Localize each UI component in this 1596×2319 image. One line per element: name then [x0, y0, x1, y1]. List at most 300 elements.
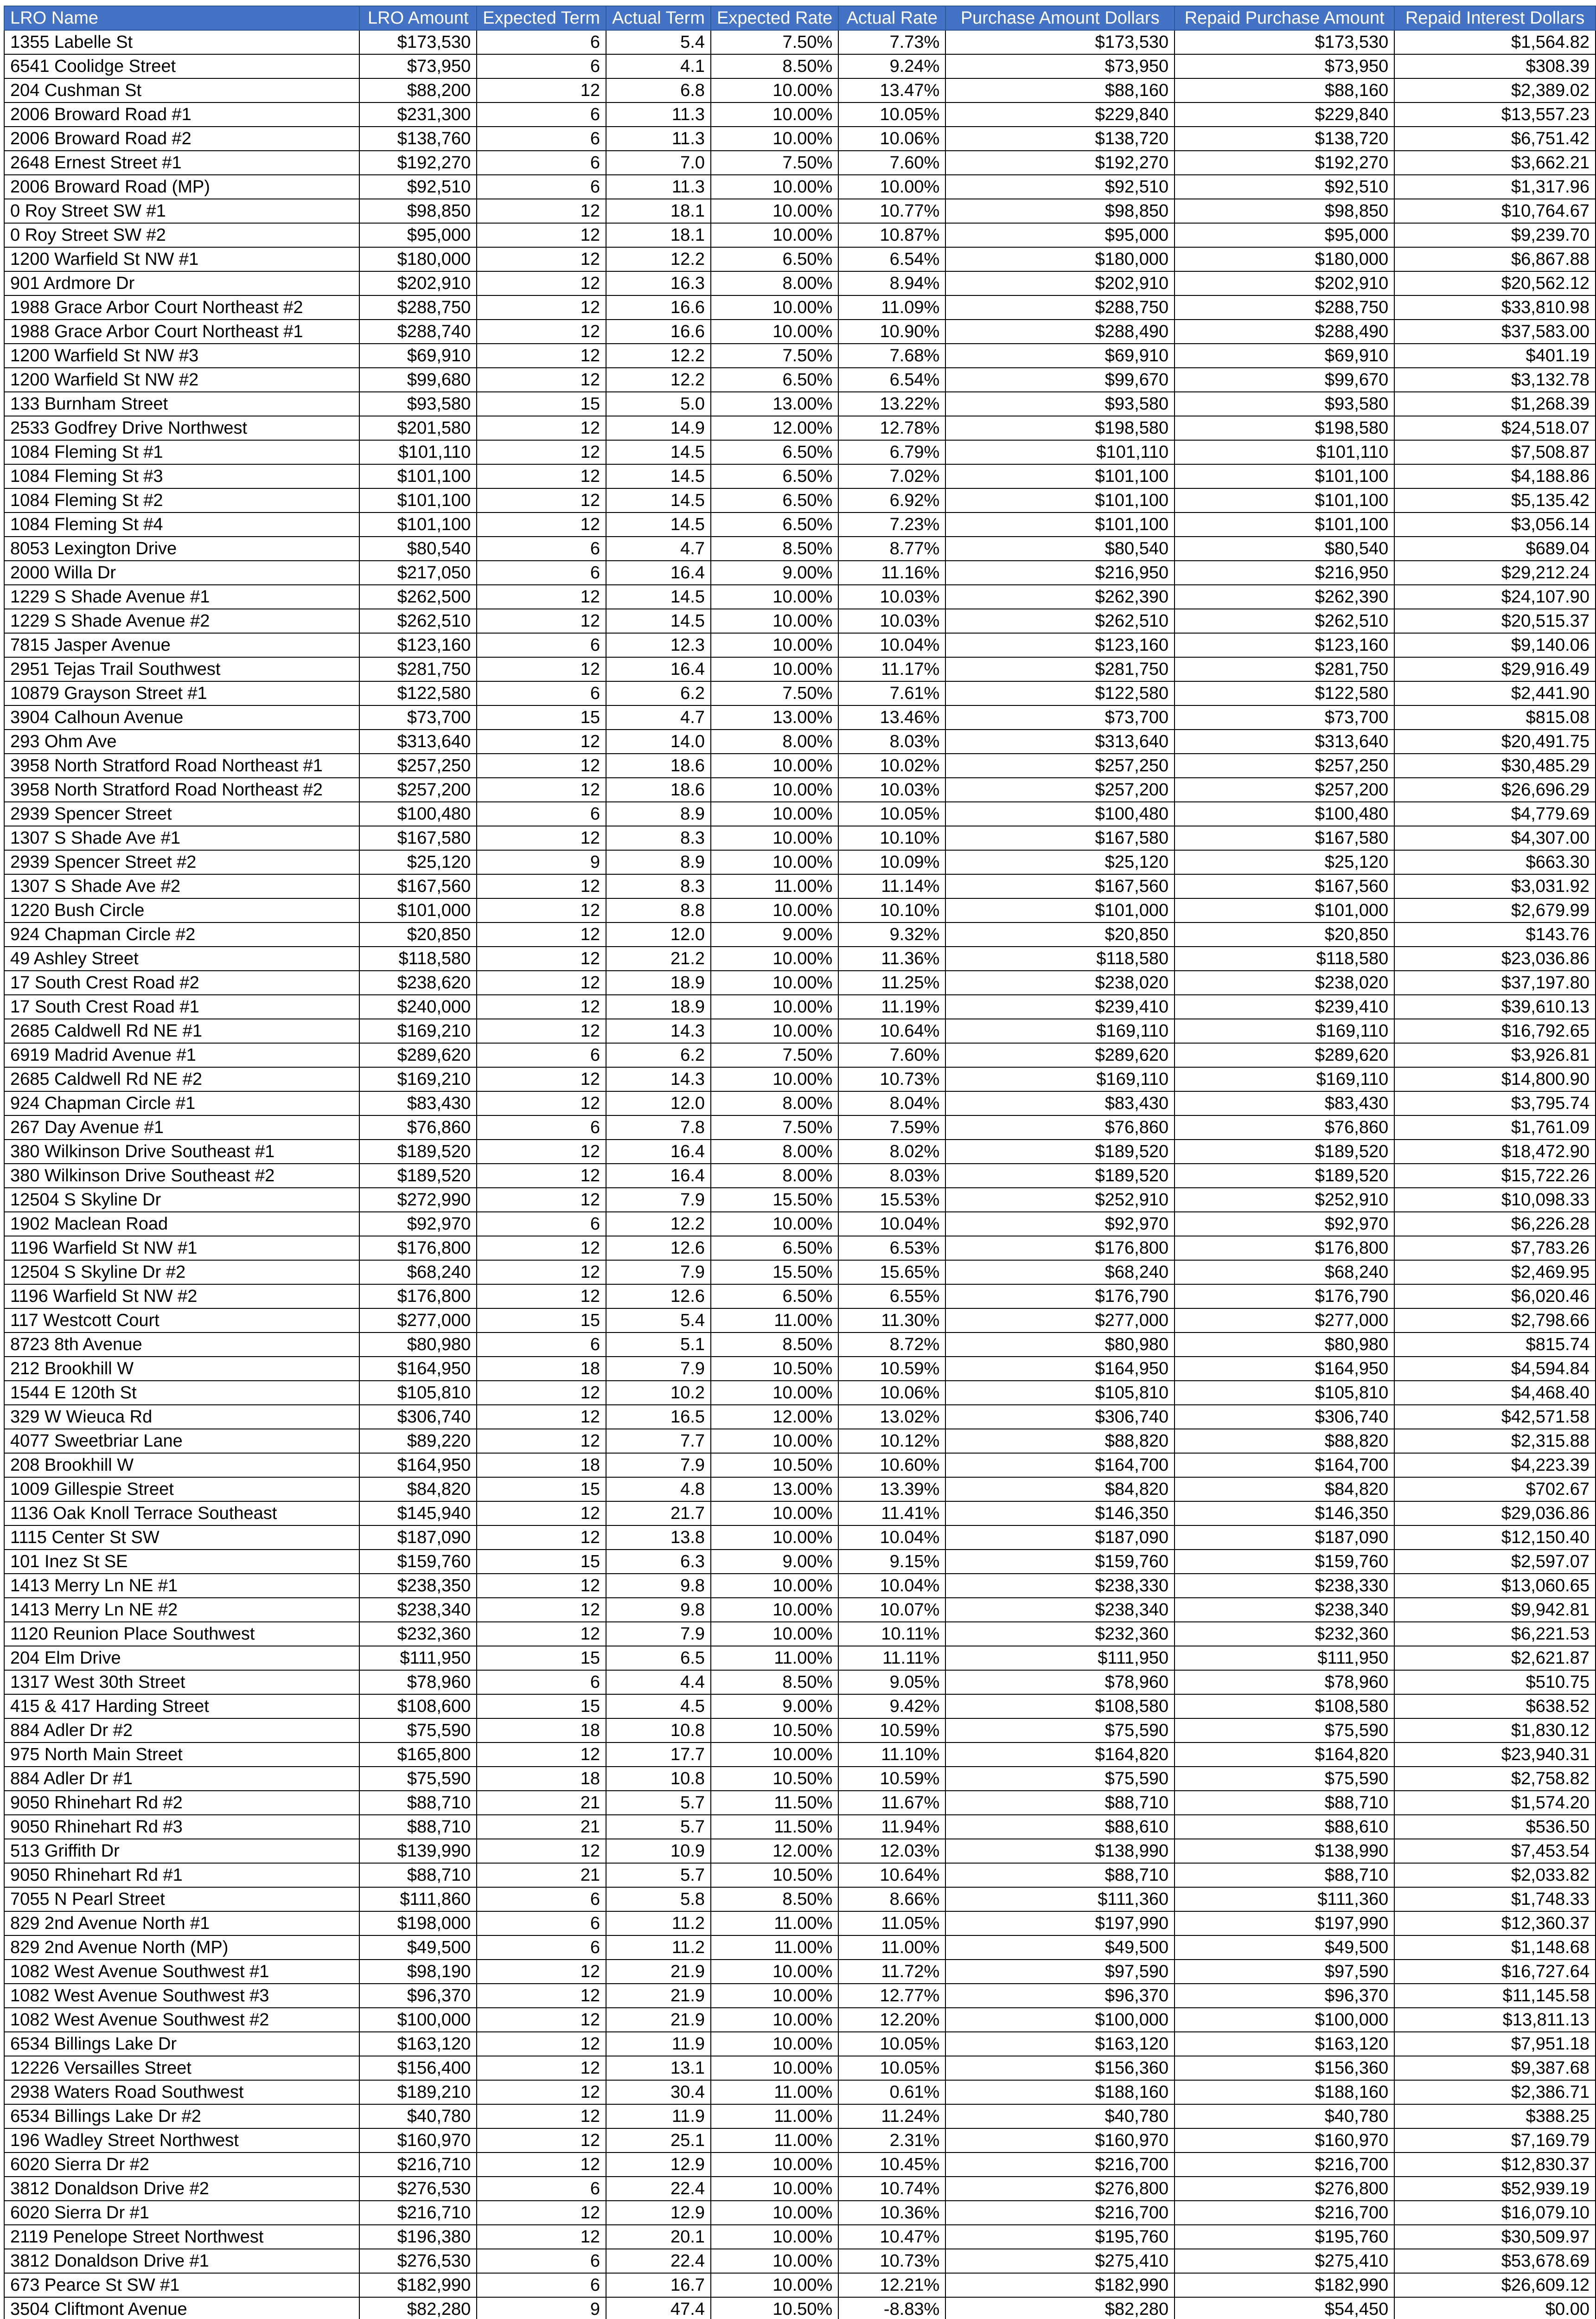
cell-actual-term[interactable]: 12.0	[606, 1091, 711, 1115]
cell-actual-term[interactable]: 14.0	[606, 730, 711, 754]
cell-expected-rate[interactable]: 13.00%	[711, 705, 838, 730]
cell-repaid-purchase-amount[interactable]: $216,950	[1175, 561, 1394, 585]
cell-actual-rate[interactable]: 9.15%	[838, 1550, 945, 1574]
cell-purchase-amount-dollars[interactable]: $229,840	[945, 102, 1175, 127]
cell-purchase-amount-dollars[interactable]: $232,360	[945, 1622, 1175, 1646]
cell-expected-term[interactable]: 6	[477, 102, 606, 127]
cell-lro-name[interactable]: 6919 Madrid Avenue #1	[4, 1043, 359, 1067]
cell-expected-term[interactable]: 12	[477, 1501, 606, 1525]
cell-actual-term[interactable]: 12.3	[606, 633, 711, 657]
cell-lro-name[interactable]: 133 Burnham Street	[4, 392, 359, 416]
cell-expected-rate[interactable]: 11.00%	[711, 2104, 838, 2128]
cell-actual-term[interactable]: 25.1	[606, 2128, 711, 2152]
cell-expected-rate[interactable]: 10.00%	[711, 295, 838, 320]
cell-repaid-purchase-amount[interactable]: $164,820	[1175, 1742, 1394, 1767]
cell-actual-term[interactable]: 7.9	[606, 1622, 711, 1646]
cell-repaid-purchase-amount[interactable]: $289,620	[1175, 1043, 1394, 1067]
cell-repaid-interest-dollars[interactable]: $33,810.98	[1394, 295, 1596, 320]
cell-lro-amount[interactable]: $80,540	[359, 537, 477, 561]
cell-expected-term[interactable]: 6	[477, 633, 606, 657]
cell-actual-term[interactable]: 13.8	[606, 1525, 711, 1550]
cell-repaid-interest-dollars[interactable]: $10,764.67	[1394, 199, 1596, 223]
cell-purchase-amount-dollars[interactable]: $80,540	[945, 537, 1175, 561]
cell-expected-rate[interactable]: 10.00%	[711, 1429, 838, 1453]
cell-actual-term[interactable]: 21.9	[606, 1984, 711, 2008]
cell-purchase-amount-dollars[interactable]: $88,610	[945, 1815, 1175, 1839]
cell-repaid-interest-dollars[interactable]: $4,594.84	[1394, 1357, 1596, 1381]
cell-repaid-interest-dollars[interactable]: $510.75	[1394, 1670, 1596, 1694]
cell-actual-term[interactable]: 10.8	[606, 1767, 711, 1791]
cell-actual-rate[interactable]: 10.05%	[838, 802, 945, 826]
cell-expected-rate[interactable]: 10.00%	[711, 199, 838, 223]
cell-expected-rate[interactable]: 10.00%	[711, 1984, 838, 2008]
cell-expected-term[interactable]: 12	[477, 440, 606, 464]
cell-actual-term[interactable]: 8.8	[606, 898, 711, 922]
cell-repaid-purchase-amount[interactable]: $111,360	[1175, 1887, 1394, 1911]
cell-expected-rate[interactable]: 6.50%	[711, 1284, 838, 1308]
cell-actual-term[interactable]: 8.9	[606, 802, 711, 826]
cell-repaid-purchase-amount[interactable]: $69,910	[1175, 344, 1394, 368]
cell-expected-rate[interactable]: 10.00%	[711, 1598, 838, 1622]
cell-actual-rate[interactable]: 10.06%	[838, 127, 945, 151]
cell-actual-rate[interactable]: 8.03%	[838, 1164, 945, 1188]
cell-lro-amount[interactable]: $176,800	[359, 1236, 477, 1260]
cell-repaid-interest-dollars[interactable]: $20,491.75	[1394, 730, 1596, 754]
cell-repaid-interest-dollars[interactable]: $23,940.31	[1394, 1742, 1596, 1767]
cell-actual-rate[interactable]: 10.05%	[838, 2056, 945, 2080]
cell-expected-term[interactable]: 21	[477, 1791, 606, 1815]
cell-lro-name[interactable]: 1082 West Avenue Southwest #3	[4, 1984, 359, 2008]
cell-expected-term[interactable]: 12	[477, 874, 606, 898]
cell-lro-name[interactable]: 8723 8th Avenue	[4, 1332, 359, 1357]
cell-expected-rate[interactable]: 6.50%	[711, 368, 838, 392]
cell-repaid-purchase-amount[interactable]: $238,330	[1175, 1574, 1394, 1598]
cell-lro-amount[interactable]: $40,780	[359, 2104, 477, 2128]
cell-lro-name[interactable]: 380 Wilkinson Drive Southeast #1	[4, 1140, 359, 1164]
cell-actual-term[interactable]: 10.9	[606, 1839, 711, 1863]
cell-lro-name[interactable]: 2685 Caldwell Rd NE #2	[4, 1067, 359, 1091]
cell-expected-rate[interactable]: 7.50%	[711, 30, 838, 54]
cell-repaid-interest-dollars[interactable]: $1,574.20	[1394, 1791, 1596, 1815]
cell-actual-term[interactable]: 30.4	[606, 2080, 711, 2104]
cell-repaid-interest-dollars[interactable]: $24,107.90	[1394, 585, 1596, 609]
cell-repaid-purchase-amount[interactable]: $169,110	[1175, 1067, 1394, 1091]
cell-lro-amount[interactable]: $82,280	[359, 2297, 477, 2319]
cell-purchase-amount-dollars[interactable]: $75,590	[945, 1718, 1175, 1742]
cell-repaid-purchase-amount[interactable]: $180,000	[1175, 247, 1394, 271]
cell-repaid-purchase-amount[interactable]: $164,950	[1175, 1357, 1394, 1381]
cell-expected-rate[interactable]: 10.00%	[711, 175, 838, 199]
cell-actual-term[interactable]: 7.9	[606, 1357, 711, 1381]
cell-repaid-purchase-amount[interactable]: $313,640	[1175, 730, 1394, 754]
cell-repaid-interest-dollars[interactable]: $12,150.40	[1394, 1525, 1596, 1550]
cell-lro-amount[interactable]: $198,000	[359, 1911, 477, 1935]
cell-expected-term[interactable]: 12	[477, 2201, 606, 2225]
cell-repaid-purchase-amount[interactable]: $100,480	[1175, 802, 1394, 826]
cell-repaid-interest-dollars[interactable]: $24,518.07	[1394, 416, 1596, 440]
cell-lro-amount[interactable]: $202,910	[359, 271, 477, 295]
cell-purchase-amount-dollars[interactable]: $146,350	[945, 1501, 1175, 1525]
cell-expected-term[interactable]: 12	[477, 368, 606, 392]
cell-lro-amount[interactable]: $92,970	[359, 1212, 477, 1236]
cell-purchase-amount-dollars[interactable]: $92,970	[945, 1212, 1175, 1236]
cell-lro-name[interactable]: 975 North Main Street	[4, 1742, 359, 1767]
cell-repaid-interest-dollars[interactable]: $4,468.40	[1394, 1381, 1596, 1405]
cell-lro-amount[interactable]: $138,760	[359, 127, 477, 151]
cell-purchase-amount-dollars[interactable]: $25,120	[945, 850, 1175, 874]
cell-expected-term[interactable]: 6	[477, 1212, 606, 1236]
header-lro-amount[interactable]: LRO Amount	[359, 6, 477, 30]
cell-lro-name[interactable]: 2648 Ernest Street #1	[4, 151, 359, 175]
cell-lro-amount[interactable]: $88,200	[359, 78, 477, 102]
cell-actual-rate[interactable]: 12.20%	[838, 2008, 945, 2032]
cell-repaid-interest-dollars[interactable]: $29,212.24	[1394, 561, 1596, 585]
cell-actual-rate[interactable]: 9.42%	[838, 1694, 945, 1718]
cell-lro-amount[interactable]: $216,710	[359, 2201, 477, 2225]
cell-purchase-amount-dollars[interactable]: $160,970	[945, 2128, 1175, 2152]
cell-expected-rate[interactable]: 10.00%	[711, 1742, 838, 1767]
cell-repaid-interest-dollars[interactable]: $20,562.12	[1394, 271, 1596, 295]
cell-repaid-interest-dollars[interactable]: $2,033.82	[1394, 1863, 1596, 1887]
cell-purchase-amount-dollars[interactable]: $188,160	[945, 2080, 1175, 2104]
cell-repaid-purchase-amount[interactable]: $238,020	[1175, 971, 1394, 995]
cell-repaid-interest-dollars[interactable]: $13,811.13	[1394, 2008, 1596, 2032]
cell-actual-term[interactable]: 21.2	[606, 947, 711, 971]
cell-actual-rate[interactable]: 11.11%	[838, 1646, 945, 1670]
cell-lro-amount[interactable]: $176,800	[359, 1284, 477, 1308]
cell-expected-term[interactable]: 12	[477, 464, 606, 488]
cell-repaid-purchase-amount[interactable]: $99,670	[1175, 368, 1394, 392]
cell-purchase-amount-dollars[interactable]: $164,820	[945, 1742, 1175, 1767]
cell-actual-term[interactable]: 16.3	[606, 271, 711, 295]
cell-actual-term[interactable]: 7.7	[606, 1429, 711, 1453]
cell-actual-term[interactable]: 14.5	[606, 609, 711, 633]
cell-purchase-amount-dollars[interactable]: $281,750	[945, 657, 1175, 681]
cell-lro-name[interactable]: 924 Chapman Circle #2	[4, 922, 359, 947]
cell-repaid-purchase-amount[interactable]: $95,000	[1175, 223, 1394, 247]
cell-repaid-interest-dollars[interactable]: $11,145.58	[1394, 1984, 1596, 2008]
cell-purchase-amount-dollars[interactable]: $239,410	[945, 995, 1175, 1019]
cell-actual-rate[interactable]: 13.47%	[838, 78, 945, 102]
cell-repaid-purchase-amount[interactable]: $192,270	[1175, 151, 1394, 175]
cell-actual-rate[interactable]: 6.92%	[838, 488, 945, 512]
cell-purchase-amount-dollars[interactable]: $182,990	[945, 2273, 1175, 2297]
cell-expected-rate[interactable]: 10.50%	[711, 1718, 838, 1742]
cell-expected-term[interactable]: 6	[477, 2249, 606, 2273]
cell-repaid-interest-dollars[interactable]: $1,148.68	[1394, 1935, 1596, 1960]
cell-repaid-purchase-amount[interactable]: $40,780	[1175, 2104, 1394, 2128]
cell-actual-rate[interactable]: 6.54%	[838, 247, 945, 271]
cell-purchase-amount-dollars[interactable]: $100,480	[945, 802, 1175, 826]
cell-repaid-purchase-amount[interactable]: $78,960	[1175, 1670, 1394, 1694]
cell-lro-name[interactable]: 3958 North Stratford Road Northeast #1	[4, 754, 359, 778]
cell-actual-rate[interactable]: 7.60%	[838, 151, 945, 175]
cell-purchase-amount-dollars[interactable]: $78,960	[945, 1670, 1175, 1694]
cell-purchase-amount-dollars[interactable]: $277,000	[945, 1308, 1175, 1332]
cell-repaid-interest-dollars[interactable]: $388.25	[1394, 2104, 1596, 2128]
cell-repaid-interest-dollars[interactable]: $1,317.96	[1394, 175, 1596, 199]
cell-lro-name[interactable]: 513 Griffith Dr	[4, 1839, 359, 1863]
cell-expected-rate[interactable]: 15.50%	[711, 1260, 838, 1284]
cell-expected-term[interactable]: 12	[477, 947, 606, 971]
cell-expected-term[interactable]: 6	[477, 1115, 606, 1140]
cell-lro-amount[interactable]: $192,270	[359, 151, 477, 175]
cell-actual-rate[interactable]: 10.59%	[838, 1357, 945, 1381]
cell-actual-rate[interactable]: 10.04%	[838, 1525, 945, 1550]
cell-repaid-purchase-amount[interactable]: $216,700	[1175, 2152, 1394, 2177]
cell-purchase-amount-dollars[interactable]: $101,100	[945, 488, 1175, 512]
cell-lro-name[interactable]: 9050 Rhinehart Rd #2	[4, 1791, 359, 1815]
cell-purchase-amount-dollars[interactable]: $306,740	[945, 1405, 1175, 1429]
cell-actual-term[interactable]: 16.4	[606, 657, 711, 681]
cell-repaid-purchase-amount[interactable]: $238,340	[1175, 1598, 1394, 1622]
cell-lro-name[interactable]: 1084 Fleming St #2	[4, 488, 359, 512]
cell-repaid-interest-dollars[interactable]: $15,722.26	[1394, 1164, 1596, 1188]
cell-expected-rate[interactable]: 8.00%	[711, 730, 838, 754]
cell-repaid-purchase-amount[interactable]: $98,850	[1175, 199, 1394, 223]
cell-actual-rate[interactable]: 13.22%	[838, 392, 945, 416]
cell-repaid-purchase-amount[interactable]: $101,000	[1175, 898, 1394, 922]
cell-lro-name[interactable]: 924 Chapman Circle #1	[4, 1091, 359, 1115]
cell-lro-name[interactable]: 1355 Labelle St	[4, 30, 359, 54]
cell-lro-name[interactable]: 10879 Grayson Street #1	[4, 681, 359, 705]
cell-lro-amount[interactable]: $111,950	[359, 1646, 477, 1670]
cell-repaid-purchase-amount[interactable]: $257,200	[1175, 778, 1394, 802]
cell-repaid-purchase-amount[interactable]: $49,500	[1175, 1935, 1394, 1960]
cell-actual-rate[interactable]: 8.77%	[838, 537, 945, 561]
cell-expected-rate[interactable]: 7.50%	[711, 1043, 838, 1067]
cell-expected-rate[interactable]: 10.00%	[711, 2225, 838, 2249]
cell-actual-term[interactable]: 14.5	[606, 512, 711, 537]
cell-expected-rate[interactable]: 10.00%	[711, 657, 838, 681]
cell-actual-rate[interactable]: 10.04%	[838, 1574, 945, 1598]
cell-actual-term[interactable]: 5.4	[606, 1308, 711, 1332]
cell-expected-term[interactable]: 12	[477, 416, 606, 440]
cell-expected-term[interactable]: 9	[477, 850, 606, 874]
cell-lro-name[interactable]: 12504 S Skyline Dr	[4, 1188, 359, 1212]
cell-lro-name[interactable]: 0 Roy Street SW #1	[4, 199, 359, 223]
cell-repaid-purchase-amount[interactable]: $198,580	[1175, 416, 1394, 440]
cell-lro-name[interactable]: 49 Ashley Street	[4, 947, 359, 971]
cell-repaid-interest-dollars[interactable]: $7,783.26	[1394, 1236, 1596, 1260]
cell-actual-rate[interactable]: 10.07%	[838, 1598, 945, 1622]
cell-purchase-amount-dollars[interactable]: $138,720	[945, 127, 1175, 151]
cell-actual-rate[interactable]: 11.17%	[838, 657, 945, 681]
cell-actual-rate[interactable]: 12.03%	[838, 1839, 945, 1863]
cell-expected-term[interactable]: 15	[477, 1694, 606, 1718]
cell-lro-name[interactable]: 1136 Oak Knoll Terrace Southeast	[4, 1501, 359, 1525]
cell-lro-name[interactable]: 6541 Coolidge Street	[4, 54, 359, 78]
cell-lro-amount[interactable]: $189,520	[359, 1140, 477, 1164]
cell-repaid-purchase-amount[interactable]: $189,520	[1175, 1140, 1394, 1164]
cell-expected-term[interactable]: 6	[477, 1887, 606, 1911]
cell-lro-name[interactable]: 9050 Rhinehart Rd #3	[4, 1815, 359, 1839]
cell-actual-rate[interactable]: 7.68%	[838, 344, 945, 368]
cell-actual-rate[interactable]: 11.10%	[838, 1742, 945, 1767]
cell-expected-rate[interactable]: 6.50%	[711, 440, 838, 464]
cell-lro-name[interactable]: 1317 West 30th Street	[4, 1670, 359, 1694]
cell-repaid-purchase-amount[interactable]: $277,000	[1175, 1308, 1394, 1332]
cell-actual-term[interactable]: 7.9	[606, 1188, 711, 1212]
cell-expected-rate[interactable]: 10.00%	[711, 1574, 838, 1598]
cell-expected-term[interactable]: 12	[477, 2128, 606, 2152]
cell-expected-rate[interactable]: 15.50%	[711, 1188, 838, 1212]
cell-actual-rate[interactable]: 10.74%	[838, 2177, 945, 2201]
cell-actual-term[interactable]: 12.2	[606, 344, 711, 368]
cell-actual-rate[interactable]: 10.12%	[838, 1429, 945, 1453]
cell-expected-term[interactable]: 6	[477, 1935, 606, 1960]
cell-purchase-amount-dollars[interactable]: $101,100	[945, 512, 1175, 537]
cell-expected-rate[interactable]: 9.00%	[711, 561, 838, 585]
cell-actual-rate[interactable]: 10.10%	[838, 898, 945, 922]
header-lro-name[interactable]: LRO Name	[4, 6, 359, 30]
cell-expected-rate[interactable]: 10.00%	[711, 850, 838, 874]
cell-lro-name[interactable]: 12226 Versailles Street	[4, 2056, 359, 2080]
cell-actual-rate[interactable]: 8.66%	[838, 1887, 945, 1911]
cell-expected-rate[interactable]: 8.00%	[711, 1140, 838, 1164]
cell-repaid-interest-dollars[interactable]: $6,020.46	[1394, 1284, 1596, 1308]
cell-repaid-interest-dollars[interactable]: $689.04	[1394, 537, 1596, 561]
cell-expected-term[interactable]: 6	[477, 127, 606, 151]
cell-repaid-purchase-amount[interactable]: $80,980	[1175, 1332, 1394, 1357]
cell-expected-rate[interactable]: 10.00%	[711, 1960, 838, 1984]
cell-expected-term[interactable]: 12	[477, 2032, 606, 2056]
cell-expected-rate[interactable]: 10.00%	[711, 1501, 838, 1525]
cell-expected-term[interactable]: 12	[477, 922, 606, 947]
cell-repaid-purchase-amount[interactable]: $80,540	[1175, 537, 1394, 561]
cell-lro-name[interactable]: 884 Adler Dr #2	[4, 1718, 359, 1742]
cell-actual-rate[interactable]: 11.41%	[838, 1501, 945, 1525]
cell-lro-amount[interactable]: $73,950	[359, 54, 477, 78]
cell-repaid-interest-dollars[interactable]: $6,226.28	[1394, 1212, 1596, 1236]
cell-lro-amount[interactable]: $196,380	[359, 2225, 477, 2249]
cell-repaid-interest-dollars[interactable]: $16,792.65	[1394, 1019, 1596, 1043]
cell-actual-rate[interactable]: 10.06%	[838, 1381, 945, 1405]
cell-repaid-interest-dollars[interactable]: $42,571.58	[1394, 1405, 1596, 1429]
cell-expected-term[interactable]: 12	[477, 995, 606, 1019]
cell-repaid-interest-dollars[interactable]: $9,387.68	[1394, 2056, 1596, 2080]
cell-lro-name[interactable]: 1413 Merry Ln NE #2	[4, 1598, 359, 1622]
cell-repaid-interest-dollars[interactable]: $29,916.49	[1394, 657, 1596, 681]
cell-actual-term[interactable]: 12.2	[606, 1212, 711, 1236]
cell-actual-rate[interactable]: 8.94%	[838, 271, 945, 295]
cell-expected-term[interactable]: 12	[477, 778, 606, 802]
cell-actual-term[interactable]: 9.8	[606, 1598, 711, 1622]
cell-expected-term[interactable]: 12	[477, 2104, 606, 2128]
cell-expected-rate[interactable]: 8.00%	[711, 1164, 838, 1188]
cell-actual-rate[interactable]: 0.61%	[838, 2080, 945, 2104]
cell-purchase-amount-dollars[interactable]: $192,270	[945, 151, 1175, 175]
cell-actual-term[interactable]: 18.9	[606, 971, 711, 995]
cell-repaid-purchase-amount[interactable]: $239,410	[1175, 995, 1394, 1019]
cell-actual-term[interactable]: 11.3	[606, 102, 711, 127]
cell-repaid-purchase-amount[interactable]: $257,250	[1175, 754, 1394, 778]
cell-repaid-interest-dollars[interactable]: $2,315.88	[1394, 1429, 1596, 1453]
cell-lro-name[interactable]: 1902 Maclean Road	[4, 1212, 359, 1236]
cell-actual-rate[interactable]: 7.61%	[838, 681, 945, 705]
cell-lro-name[interactable]: 17 South Crest Road #1	[4, 995, 359, 1019]
cell-purchase-amount-dollars[interactable]: $262,510	[945, 609, 1175, 633]
cell-repaid-purchase-amount[interactable]: $20,850	[1175, 922, 1394, 947]
cell-repaid-interest-dollars[interactable]: $2,441.90	[1394, 681, 1596, 705]
cell-expected-rate[interactable]: 10.00%	[711, 1622, 838, 1646]
cell-expected-rate[interactable]: 10.00%	[711, 78, 838, 102]
cell-repaid-interest-dollars[interactable]: $4,223.39	[1394, 1453, 1596, 1477]
cell-expected-rate[interactable]: 10.00%	[711, 102, 838, 127]
cell-lro-amount[interactable]: $289,620	[359, 1043, 477, 1067]
cell-repaid-purchase-amount[interactable]: $93,580	[1175, 392, 1394, 416]
cell-expected-rate[interactable]: 10.50%	[711, 1863, 838, 1887]
cell-purchase-amount-dollars[interactable]: $238,020	[945, 971, 1175, 995]
cell-purchase-amount-dollars[interactable]: $101,110	[945, 440, 1175, 464]
cell-actual-term[interactable]: 18.6	[606, 754, 711, 778]
cell-expected-term[interactable]: 6	[477, 802, 606, 826]
cell-repaid-purchase-amount[interactable]: $182,990	[1175, 2273, 1394, 2297]
cell-expected-term[interactable]: 6	[477, 1911, 606, 1935]
cell-lro-amount[interactable]: $118,580	[359, 947, 477, 971]
cell-expected-term[interactable]: 6	[477, 30, 606, 54]
cell-purchase-amount-dollars[interactable]: $83,430	[945, 1091, 1175, 1115]
cell-purchase-amount-dollars[interactable]: $105,810	[945, 1381, 1175, 1405]
cell-actual-term[interactable]: 47.4	[606, 2297, 711, 2319]
cell-repaid-interest-dollars[interactable]: $4,307.00	[1394, 826, 1596, 850]
cell-repaid-purchase-amount[interactable]: $88,710	[1175, 1863, 1394, 1887]
cell-repaid-interest-dollars[interactable]: $401.19	[1394, 344, 1596, 368]
cell-purchase-amount-dollars[interactable]: $187,090	[945, 1525, 1175, 1550]
cell-expected-rate[interactable]: 10.00%	[711, 223, 838, 247]
cell-expected-term[interactable]: 12	[477, 271, 606, 295]
cell-expected-rate[interactable]: 10.00%	[711, 898, 838, 922]
cell-expected-term[interactable]: 12	[477, 1164, 606, 1188]
cell-lro-name[interactable]: 1115 Center St SW	[4, 1525, 359, 1550]
cell-actual-term[interactable]: 5.4	[606, 30, 711, 54]
cell-repaid-interest-dollars[interactable]: $26,609.12	[1394, 2273, 1596, 2297]
cell-lro-name[interactable]: 1084 Fleming St #3	[4, 464, 359, 488]
cell-lro-amount[interactable]: $100,000	[359, 2008, 477, 2032]
cell-purchase-amount-dollars[interactable]: $156,360	[945, 2056, 1175, 2080]
cell-actual-rate[interactable]: 10.02%	[838, 754, 945, 778]
cell-lro-name[interactable]: 267 Day Avenue #1	[4, 1115, 359, 1140]
cell-expected-term[interactable]: 15	[477, 1477, 606, 1501]
cell-actual-rate[interactable]: 10.47%	[838, 2225, 945, 2249]
cell-actual-term[interactable]: 12.2	[606, 368, 711, 392]
cell-lro-amount[interactable]: $99,680	[359, 368, 477, 392]
header-repaid-purchase-amount[interactable]: Repaid Purchase Amount	[1175, 6, 1394, 30]
cell-expected-term[interactable]: 12	[477, 1429, 606, 1453]
cell-expected-term[interactable]: 18	[477, 1453, 606, 1477]
cell-repaid-purchase-amount[interactable]: $88,710	[1175, 1791, 1394, 1815]
cell-expected-term[interactable]: 12	[477, 344, 606, 368]
cell-lro-name[interactable]: 4077 Sweetbriar Lane	[4, 1429, 359, 1453]
cell-actual-rate[interactable]: 10.45%	[838, 2152, 945, 2177]
cell-repaid-interest-dollars[interactable]: $3,056.14	[1394, 512, 1596, 537]
cell-expected-term[interactable]: 6	[477, 1670, 606, 1694]
cell-repaid-interest-dollars[interactable]: $3,132.78	[1394, 368, 1596, 392]
cell-purchase-amount-dollars[interactable]: $189,520	[945, 1164, 1175, 1188]
cell-actual-term[interactable]: 9.8	[606, 1574, 711, 1598]
header-actual-term[interactable]: Actual Term	[606, 6, 711, 30]
cell-lro-amount[interactable]: $98,190	[359, 1960, 477, 1984]
cell-lro-name[interactable]: 2006 Broward Road (MP)	[4, 175, 359, 199]
cell-repaid-interest-dollars[interactable]: $26,696.29	[1394, 778, 1596, 802]
cell-lro-amount[interactable]: $100,480	[359, 802, 477, 826]
cell-lro-name[interactable]: 6020 Sierra Dr #1	[4, 2201, 359, 2225]
cell-purchase-amount-dollars[interactable]: $96,370	[945, 1984, 1175, 2008]
cell-actual-term[interactable]: 4.5	[606, 1694, 711, 1718]
cell-repaid-purchase-amount[interactable]: $159,760	[1175, 1550, 1394, 1574]
cell-actual-term[interactable]: 12.9	[606, 2152, 711, 2177]
cell-lro-name[interactable]: 1196 Warfield St NW #2	[4, 1284, 359, 1308]
